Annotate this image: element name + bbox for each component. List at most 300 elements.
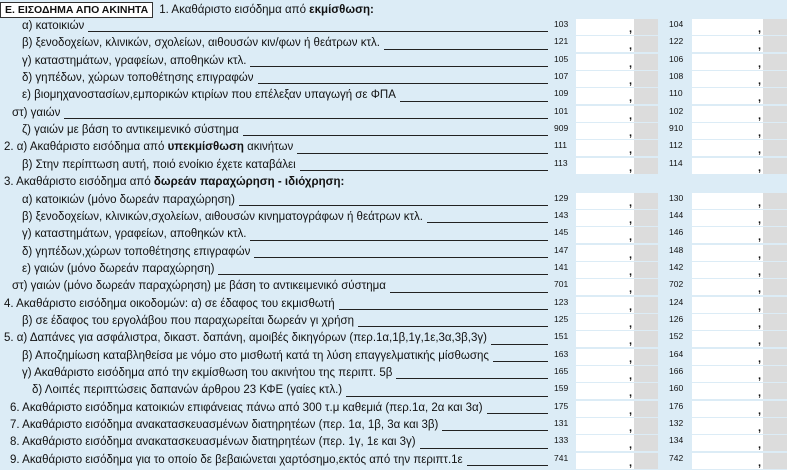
- field-code: 148: [669, 244, 684, 255]
- field-code: 126: [669, 313, 684, 324]
- decimal-separator: ,: [629, 196, 633, 209]
- decimal-separator: ,: [629, 387, 633, 400]
- decimal-cell: [763, 88, 787, 104]
- row-label: [4, 332, 487, 344]
- row-label: [10, 419, 438, 431]
- amount-input[interactable]: [692, 88, 787, 104]
- decimal-separator: ,: [758, 127, 762, 140]
- amount-input[interactable]: [576, 401, 658, 417]
- decimal-cell: [763, 71, 787, 87]
- amount-input[interactable]: [692, 140, 787, 156]
- form-row: [0, 19, 787, 36]
- decimal-separator: ,: [758, 456, 762, 469]
- decimal-separator: ,: [629, 92, 633, 105]
- field-code: 163: [554, 348, 569, 359]
- decimal-separator: ,: [758, 75, 762, 88]
- row-label: [22, 315, 354, 327]
- row-label-text: β) Αποζημίωση καταβληθείσα με νόμο στο μισθωτή κατά τη λύση επαγγελματικής μίσθωσης: [22, 349, 489, 362]
- decimal-cell: [634, 383, 658, 399]
- decimal-separator: ,: [758, 283, 762, 296]
- leader-line: [427, 222, 548, 223]
- form-row: [0, 210, 787, 227]
- row-label: [22, 20, 84, 32]
- decimal-cell: [763, 140, 787, 156]
- field-code: 146: [669, 227, 684, 238]
- field-code: 165: [554, 366, 569, 376]
- amount-input[interactable]: [576, 227, 658, 243]
- amount-input[interactable]: [692, 366, 787, 382]
- field-code: 132: [669, 418, 684, 429]
- row-label-bold: δωρεάν παραχώρηση - ιδιόχρηση:: [153, 176, 345, 189]
- decimal-cell: [763, 227, 787, 243]
- decimal-cell: [634, 453, 658, 469]
- amount-input[interactable]: [692, 418, 787, 434]
- amount-input[interactable]: [576, 418, 658, 434]
- decimal-cell: [634, 418, 658, 434]
- amount-input[interactable]: [576, 383, 658, 399]
- field-code: 910: [669, 123, 684, 134]
- amount-input[interactable]: [692, 193, 787, 209]
- field-code: 102: [669, 105, 684, 116]
- decimal-separator: ,: [629, 370, 633, 382]
- decimal-separator: ,: [758, 300, 762, 313]
- form-row: [0, 88, 787, 105]
- decimal-cell: [634, 88, 658, 104]
- leader-line: [420, 448, 548, 449]
- decimal-cell: [763, 106, 787, 122]
- decimal-cell: [634, 106, 658, 122]
- field-code: 159: [554, 383, 569, 394]
- form-row: [0, 453, 787, 470]
- field-code: 741: [554, 452, 569, 463]
- field-code: 909: [554, 123, 569, 134]
- form-row: [0, 227, 787, 244]
- amount-input[interactable]: [576, 19, 658, 35]
- row-label: [22, 194, 235, 206]
- row-label-text: β) Στην περίπτωση αυτή, ποιό ενοίκιο έχετε καταβάλει: [22, 158, 296, 171]
- section-title-text: 1. Ακαθάριστο εισόδημα από: [159, 3, 310, 16]
- decimal-cell: [634, 245, 658, 261]
- form-row: [0, 262, 787, 279]
- form-row: [0, 54, 787, 71]
- amount-input[interactable]: [692, 314, 787, 330]
- field-code: 112: [669, 140, 683, 151]
- decimal-separator: ,: [629, 23, 633, 35]
- decimal-cell: [634, 297, 658, 313]
- row-label-text: 6. Ακαθάριστο εισόδημα κατοικιών επιφάνειας πάνω από 300 τ.μ καθεμιά (περ.1α, 2α και 3α): [10, 401, 483, 414]
- leader-line: [487, 413, 548, 414]
- field-code: 109: [554, 88, 569, 99]
- leader-line: [239, 205, 548, 206]
- row-label: [4, 141, 293, 153]
- leader-line: [400, 101, 548, 102]
- leader-line: [297, 153, 548, 154]
- field-code: 151: [554, 331, 569, 342]
- row-label-text: β) ξενοδοχείων, κλινικών, σχολείων, αιθουσών κιν/φων ή θεάτρων κτλ.: [22, 37, 380, 50]
- row-label: [22, 246, 250, 258]
- decimal-separator: ,: [629, 439, 633, 452]
- field-code: 131: [554, 418, 569, 429]
- amount-input[interactable]: [576, 140, 658, 156]
- leader-line: [346, 396, 548, 397]
- row-label-text: δ) Λοιπές περιπτώσεις δαπανών άρθρου 23 ΚΦΕ (γαίες κτλ.): [32, 384, 343, 397]
- form-row: [0, 418, 787, 435]
- field-code: 742: [669, 452, 684, 463]
- leader-line: [300, 170, 548, 171]
- amount-input[interactable]: [692, 210, 787, 226]
- decimal-cell: [763, 401, 787, 417]
- amount-input[interactable]: [576, 193, 658, 209]
- field-code: 104: [669, 19, 684, 29]
- decimal-separator: ,: [629, 144, 633, 157]
- amount-input[interactable]: [692, 401, 787, 417]
- amount-input[interactable]: [576, 36, 658, 52]
- decimal-cell: [763, 54, 787, 70]
- decimal-separator: ,: [629, 248, 633, 261]
- amount-input[interactable]: [576, 331, 658, 347]
- amount-input[interactable]: [692, 54, 787, 70]
- decimal-separator: ,: [758, 196, 762, 209]
- section-title-bold: εκμίσθωση:: [309, 3, 374, 16]
- amount-input[interactable]: [576, 123, 658, 139]
- decimal-cell: [634, 262, 658, 278]
- field-code: 166: [669, 366, 684, 376]
- amount-input[interactable]: [692, 245, 787, 261]
- decimal-separator: ,: [758, 57, 762, 70]
- leader-line: [390, 292, 548, 293]
- row-label: [22, 159, 296, 171]
- leader-line: [493, 361, 548, 362]
- decimal-cell: [763, 36, 787, 52]
- field-code: 142: [669, 261, 684, 272]
- decimal-separator: ,: [629, 317, 633, 330]
- form-row: [0, 366, 787, 383]
- decimal-separator: ,: [629, 231, 633, 244]
- amount-input[interactable]: [692, 71, 787, 87]
- amount-input[interactable]: [576, 71, 658, 87]
- field-code: 702: [669, 279, 684, 290]
- decimal-separator: ,: [629, 300, 633, 313]
- leader-line: [88, 31, 548, 32]
- form-row: [0, 297, 787, 314]
- decimal-cell: [763, 19, 787, 35]
- leader-line: [218, 274, 548, 275]
- field-code: 141: [554, 261, 569, 272]
- amount-input[interactable]: [576, 88, 658, 104]
- field-code: 175: [554, 400, 569, 411]
- decimal-cell: [634, 331, 658, 347]
- decimal-cell: [763, 366, 787, 382]
- decimal-cell: [634, 279, 658, 295]
- row-label-text: γ) καταστημάτων, γραφείων, αποθηκών κτλ.: [22, 54, 247, 67]
- amount-input[interactable]: [576, 245, 658, 261]
- decimal-cell: [763, 279, 787, 295]
- leader-line: [258, 83, 548, 84]
- amount-input[interactable]: [576, 279, 658, 295]
- field-code: 134: [669, 435, 684, 446]
- amount-input[interactable]: [692, 19, 787, 35]
- amount-input[interactable]: [692, 331, 787, 347]
- field-code: 108: [669, 71, 684, 82]
- row-label-text: 7. Ακαθάριστο εισόδημα ανακατασκευασμένων διατηρητέων (περ. 1α, 1β, 3α και 3β): [10, 419, 439, 432]
- decimal-separator: ,: [629, 213, 633, 226]
- decimal-cell: [763, 245, 787, 261]
- form-row: [0, 123, 787, 140]
- decimal-separator: ,: [758, 231, 762, 244]
- row-label: [22, 350, 489, 362]
- row-label: [22, 124, 239, 136]
- amount-input[interactable]: [692, 227, 787, 243]
- leader-line: [384, 49, 548, 50]
- field-code: 101: [554, 105, 569, 116]
- form-row: [0, 245, 787, 262]
- decimal-cell: [763, 297, 787, 313]
- row-label: [22, 72, 254, 84]
- row-label: [4, 176, 344, 188]
- field-code: 103: [554, 19, 569, 29]
- row-label-text: α) κατοικιών: [22, 20, 85, 32]
- amount-input[interactable]: [576, 54, 658, 70]
- leader-line: [396, 378, 548, 379]
- field-code: 105: [554, 53, 569, 64]
- amount-input[interactable]: [576, 314, 658, 330]
- row-label: [12, 107, 60, 119]
- amount-input[interactable]: [692, 262, 787, 278]
- decimal-separator: ,: [758, 265, 762, 278]
- decimal-cell: [763, 331, 787, 347]
- decimal-separator: ,: [758, 213, 762, 226]
- decimal-cell: [634, 140, 658, 156]
- decimal-cell: [763, 435, 787, 451]
- amount-input[interactable]: [692, 106, 787, 122]
- row-label: [32, 384, 342, 396]
- row-label: [22, 228, 246, 240]
- field-code: 111: [554, 140, 567, 151]
- field-code: 147: [554, 244, 569, 255]
- row-label-text: 4. Ακαθάριστο εισόδημα οικοδομών: α) σε έδαφος του εκμισθωτή: [4, 297, 335, 310]
- form-row: [0, 383, 787, 400]
- amount-input[interactable]: [692, 36, 787, 52]
- form-row: [0, 193, 787, 210]
- decimal-separator: ,: [629, 109, 633, 122]
- decimal-separator: ,: [758, 144, 762, 157]
- decimal-separator: ,: [629, 352, 633, 365]
- row-label: [12, 280, 386, 292]
- row-label-text: 8. Ακαθάριστο εισόδημα ανακατασκευασμένων διατηρητέων (περ. 1γ, 1ε και 3γ): [10, 436, 416, 449]
- decimal-separator: ,: [758, 370, 762, 382]
- decimal-separator: ,: [758, 92, 762, 105]
- form-row: [0, 349, 787, 366]
- decimal-separator: ,: [629, 265, 633, 278]
- row-label-text: 5. α) Δαπάνες για ασφάλιστρα, δικαστ. δαπάνη, αμοιβές δικηγόρων (περ.1α,1β,1γ,1ε,3α,3β,3γ): [4, 332, 487, 345]
- decimal-separator: ,: [758, 161, 762, 174]
- field-code: 143: [554, 209, 569, 220]
- field-code: 145: [554, 227, 569, 238]
- decimal-cell: [763, 193, 787, 209]
- amount-input[interactable]: [692, 453, 787, 469]
- decimal-separator: ,: [758, 335, 762, 348]
- decimal-separator: ,: [758, 439, 762, 452]
- leader-line: [64, 118, 548, 119]
- row-label-text: δ) γηπέδων, χώρων τοποθέτησης επιγραφών: [22, 72, 254, 85]
- amount-input[interactable]: [692, 383, 787, 399]
- amount-input[interactable]: [576, 158, 658, 174]
- decimal-separator: ,: [629, 422, 633, 435]
- decimal-separator: ,: [758, 352, 762, 365]
- field-code: 107: [554, 71, 569, 82]
- amount-input[interactable]: [692, 349, 787, 365]
- decimal-cell: [634, 210, 658, 226]
- row-label-text: β) ξενοδοχείων, κλινικών,σχολείων, αιθουσών κινηματογράφων ή θεάτρων κτλ.: [22, 210, 423, 223]
- row-label: [10, 454, 463, 466]
- amount-input[interactable]: [576, 453, 658, 469]
- decimal-cell: [634, 36, 658, 52]
- decimal-cell: [634, 366, 658, 382]
- row-label: [22, 211, 423, 223]
- row-label: [10, 436, 416, 448]
- leader-line: [467, 465, 548, 466]
- row-label-text: ε) γαιών (μόνο δωρεάν παραχώρηση): [22, 262, 215, 275]
- form-row: [0, 401, 787, 418]
- decimal-cell: [634, 71, 658, 87]
- decimal-cell: [763, 158, 787, 174]
- amount-input[interactable]: [576, 210, 658, 226]
- form-row: [0, 331, 787, 348]
- field-code: 110: [669, 88, 683, 99]
- decimal-cell: [634, 193, 658, 209]
- field-code: 123: [554, 296, 569, 307]
- amount-input[interactable]: [576, 297, 658, 313]
- leader-line: [491, 344, 548, 345]
- decimal-cell: [763, 383, 787, 399]
- row-label-text: γ) καταστημάτων, γραφείων, αποθηκών κτλ.: [22, 228, 247, 241]
- amount-input[interactable]: [692, 435, 787, 451]
- amount-input[interactable]: [576, 435, 658, 451]
- field-code: 122: [669, 36, 684, 47]
- row-label: [4, 298, 335, 310]
- row-label: [22, 55, 246, 67]
- leader-line: [250, 240, 548, 241]
- decimal-separator: ,: [629, 283, 633, 296]
- form-row: [0, 279, 787, 296]
- decimal-cell: [763, 262, 787, 278]
- field-code: 106: [669, 53, 684, 64]
- row-label-text: δ) γηπέδων,χώρων τοποθέτησης επιγραφών: [22, 245, 251, 258]
- field-code: 144: [669, 209, 684, 220]
- amount-input[interactable]: [576, 262, 658, 278]
- decimal-cell: [634, 435, 658, 451]
- section-tag: Ε. ΕΙΣΟΔΗΜΑ ΑΠΟ ΑΚΙΝΗΤΑ: [0, 2, 153, 18]
- amount-input[interactable]: [692, 279, 787, 295]
- section-header: [0, 0, 374, 19]
- row-label-text: 3. Ακαθάριστο εισόδημα από: [4, 176, 154, 189]
- decimal-separator: ,: [629, 75, 633, 88]
- section-title: [159, 4, 374, 16]
- decimal-separator: ,: [629, 161, 633, 174]
- decimal-cell: [634, 54, 658, 70]
- decimal-separator: ,: [758, 23, 762, 35]
- decimal-separator: ,: [629, 404, 633, 417]
- form-row: [0, 175, 787, 192]
- decimal-cell: [634, 349, 658, 365]
- amount-input[interactable]: [576, 106, 658, 122]
- form-row: [0, 314, 787, 331]
- amount-input[interactable]: [692, 158, 787, 174]
- decimal-cell: [634, 314, 658, 330]
- decimal-separator: ,: [629, 127, 633, 140]
- field-code: 164: [669, 348, 684, 359]
- decimal-separator: ,: [758, 248, 762, 261]
- field-code: 133: [554, 435, 569, 446]
- leader-line: [254, 257, 548, 258]
- field-code: 125: [554, 313, 569, 324]
- decimal-cell: [634, 19, 658, 35]
- row-label-text: α) κατοικιών (μόνο δωρεάν παραχώρηση): [22, 193, 235, 206]
- decimal-cell: [634, 227, 658, 243]
- leader-line: [339, 309, 548, 310]
- row-label-text: β) σε έδαφος του εργολάβου που παραχωρείται δωρεάν γι χρήση: [22, 314, 354, 327]
- amount-input[interactable]: [576, 366, 658, 382]
- row-label-text: ζ) γαιών με βάση το αντικειμενικό σύστημα: [22, 124, 239, 137]
- row-label-text: στ) γαιών (μόνο δωρεάν παραχώρηση) με βάση το αντικειμενικό σύστημα: [12, 280, 386, 293]
- row-label: [22, 37, 380, 49]
- row-label-text: ε) βιομηχανοστασίων,εμπορικών κτιρίων που επέλεξαν υπαγωγή σε ΦΠΑ: [22, 89, 396, 102]
- decimal-cell: [634, 158, 658, 174]
- row-label: [22, 367, 392, 379]
- field-code: 701: [554, 279, 569, 290]
- decimal-separator: ,: [758, 422, 762, 435]
- field-code: 114: [669, 157, 683, 168]
- leader-line: [358, 326, 548, 327]
- row-label-text: γ) Ακαθάριστο εισόδημα από την εκμίσθωση του ακινήτου της περιπτ. 5β: [22, 367, 393, 379]
- field-code: 160: [669, 383, 684, 394]
- field-code: 130: [669, 192, 684, 203]
- decimal-separator: ,: [629, 456, 633, 469]
- leader-line: [243, 135, 548, 136]
- field-code: 129: [554, 192, 569, 203]
- row-label-text: 2. α) Ακαθάριστο εισόδημα από: [4, 141, 168, 154]
- decimal-separator: ,: [629, 40, 633, 53]
- amount-input[interactable]: [576, 349, 658, 365]
- field-code: 176: [669, 400, 684, 411]
- decimal-separator: ,: [758, 387, 762, 400]
- amount-input[interactable]: [692, 297, 787, 313]
- decimal-cell: [634, 123, 658, 139]
- amount-input[interactable]: [692, 123, 787, 139]
- decimal-separator: ,: [758, 404, 762, 417]
- leader-line: [250, 66, 548, 67]
- field-code: 152: [669, 331, 684, 342]
- form-row: [0, 106, 787, 123]
- row-label-bold: υπεκμίσθωση: [167, 141, 244, 154]
- decimal-cell: [763, 123, 787, 139]
- decimal-cell: [763, 210, 787, 226]
- decimal-separator: ,: [758, 40, 762, 53]
- form-row: [0, 158, 787, 175]
- row-label: [22, 89, 396, 101]
- decimal-cell: [763, 349, 787, 365]
- form-row: [0, 140, 787, 157]
- row-label: [10, 402, 483, 414]
- decimal-separator: ,: [629, 57, 633, 70]
- field-code: 113: [554, 157, 568, 168]
- row-label-suffix: ακινήτων: [243, 141, 294, 154]
- form-row: [0, 36, 787, 53]
- decimal-separator: ,: [758, 109, 762, 122]
- decimal-cell: [763, 418, 787, 434]
- decimal-cell: [763, 453, 787, 469]
- leader-line: [442, 430, 548, 431]
